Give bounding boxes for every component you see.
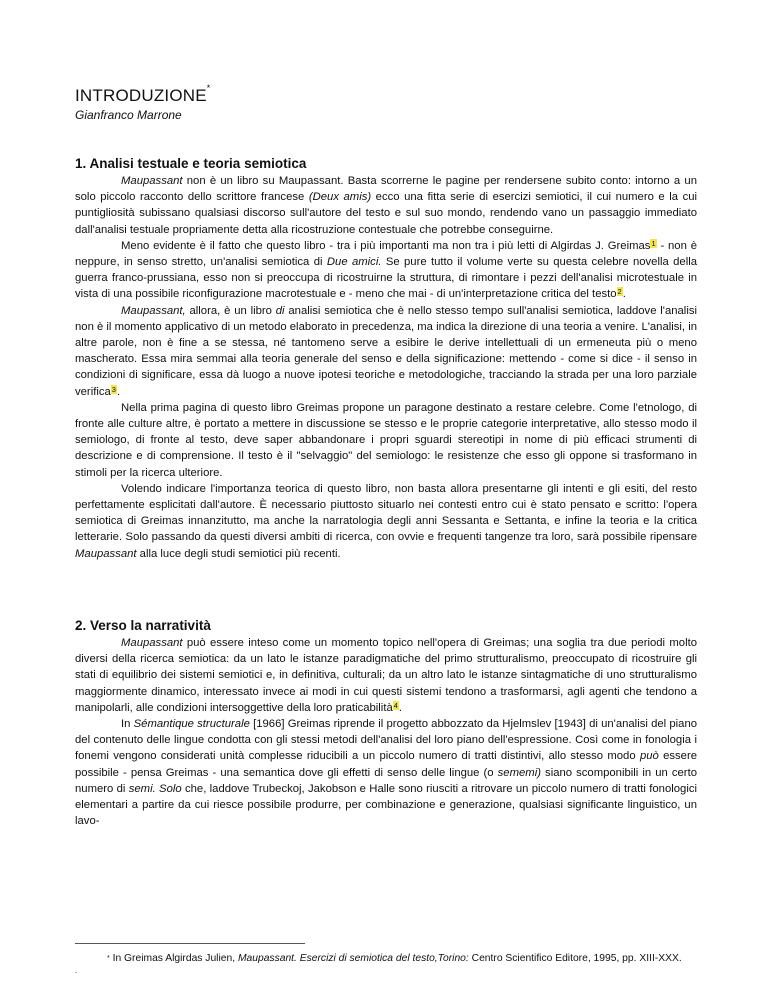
footnote-trailing-mark: . — [75, 966, 78, 975]
page-title — [75, 83, 211, 106]
title-text: INTRODUZIONE — [75, 86, 207, 105]
footnote-ref-2[interactable]: 2 — [617, 287, 622, 297]
section-heading-2: 2. Verso la narratività — [75, 618, 211, 633]
paragraph: Nella prima pagina di questo libro Greimas propone un paragone destinato a restare celebre. Come l'etnologo, di fronte alle culture altre, è portato a mettere in discussione se stesso e le proprie categorie interpretative, allo stesso modo il semiologo, di fronte al testo, deve saper abbandonare i propri sguardi stereotipi in nome di più efficaci strumenti di descrizione e di comprensione. Il testo è il "selvaggio" del semiologo: le resistenze che esso gli oppone si trasformano in stimoli per la ricerca ulteriore. — [75, 401, 697, 479]
paragraph: Meno evidente è il fatto che questo libro - tra i più importanti ma non tra i più letti di Algirdas J. Greimas$^1$ - non è neppure, in senso stretto, un'analisi semiotica di Due amici. Se pure tutto il volume verte su questa celebre novella della guerra franco-prussiana, esso non si preoccupa di ricostruirne la struttura, di rimontare i pezzi dell'analisi microtestuale in vista di una possibile riconfigurazione macrotestuale e - meno che mai - di un'interpretazione critica del testo$^2$. — [75, 238, 697, 301]
section-1-body — [75, 173, 697, 562]
footnote: * In Greimas Algirdas Julien, Maupassant. Esercizi di semiotica del testo,Torino: Centro Scientifico Editore, 1995, pp. XIII-XXX. . — [75, 951, 697, 976]
footnote-ref-1[interactable]: 1 — [651, 238, 656, 248]
paragraph: Maupassant non è un libro su Maupassant. Basta scorrerne le pagine per rendersene subito conto: intorno a un solo piccolo racconto dello scrittore francese (Deux amis) ecco una fitta serie di esercizi semiotici, il cui numero e la cui puntigliosità subissano qualsiasi discorso sull'autore del testo e sul suo mondo, rendendo vano un passaggio immediato dall'analisi testuale propriamente detta alla ricostruzione contestuale che potrebbe conseguirne. — [75, 175, 698, 236]
paragraph: Volendo indicare l'importanza teorica di questo libro, non basta allora presentarne gli intenti e gli esiti, del resto perfettamente esplicitati dall'autore. È necessario piuttosto situarlo nei contesti entro cui è stato pensato e scritto: l'opera semiotica di Greimas innanzitutto, ma anche la narratologia degli anni Sessanta e Settanta, e infine la teoria e la critica letterarie. Solo passando da questi diversi ambiti di ricerca, con ovvie e frequenti tangenze tra loro, sarà possibile ripensare Maupassant alla luce degli studi semiotici più recenti. — [75, 482, 697, 560]
section-2-body — [75, 635, 697, 829]
paragraph: Maupassant può essere inteso come un momento topico nell'opera di Greimas; una soglia tra due periodi molto diversi della ricerca semiotica: da un lato le istanze paradigmatiche del primo strutturalismo, preoccupato di ricostruire gli stati di equilibrio dei sistemi semiotici e, in definitiva, culturali; da un altro lato le istanze sintagmatiche di uno strutturalismo maggiormente dinamico, interessato invece ai modi in cui questi sistemi tendono a trasformarsi, agli agenti che tendono a manipolarli, alle condizioni intersoggettive della loro praticabilità$^4$. — [75, 637, 697, 714]
paragraph: In Sémantique structurale [1966] Greimas riprende il progetto abbozzato da Hjelmslev [1943] di un'analisi del piano del contenuto delle lingue condotta con gli stessi metodi dell'analisi del loro piano dell'espressione. Così come in fonologia i fonemi vengono considerati unità complesse riducibili a un piccolo numero di tratti distintivi, allo stesso modo può essere possibile - pensa Greimas - una semantica dove gli effetti di senso delle lingue (o sememi) siano scomponibili in un certo numero di semi. Solo che, laddove Trubeckoj, Jakobson e Halle sono riusciti a ritrovare un piccolo numero di tratti fonologici elementari a partire da cui riesce possibile produrre, per combinazione e generazione, qualsiasi significante linguistico, un lavo- — [75, 718, 698, 828]
footnote-ref-4[interactable]: 4 — [393, 700, 398, 710]
footnote-ref-3[interactable]: 3 — [111, 384, 116, 394]
paragraph: Maupassant, allora, è un libro di analisi semiotica che è nello stesso tempo sull'analisi semiotica, laddove l'analisi non è il momento applicativo di un metodo elaborato in precedenza, ma indica la direzione di una teoria a venire. L'analisi, in altre parole, non è fine a se stessa, né tantomeno serve a esibire le derive intellettuali di un ermeneuta più o meno mascherato. Essa mira semmai alla teoria generale del senso e della significazione: mettendo - come si dice - il senso in condizioni di significare, essa dà luogo a nuove ipotesi teoriche e metodologiche, tracciando la strada per una loro parziale verifica$^3$. — [75, 304, 697, 398]
title-footnote-marker: * — [206, 83, 211, 93]
section-heading-1: 1. Analisi testuale e teoria semiotica — [75, 156, 307, 171]
footnote-marker: * — [107, 955, 110, 962]
footnote-divider — [75, 943, 305, 944]
author-name: Gianfranco Marrone — [75, 108, 182, 122]
